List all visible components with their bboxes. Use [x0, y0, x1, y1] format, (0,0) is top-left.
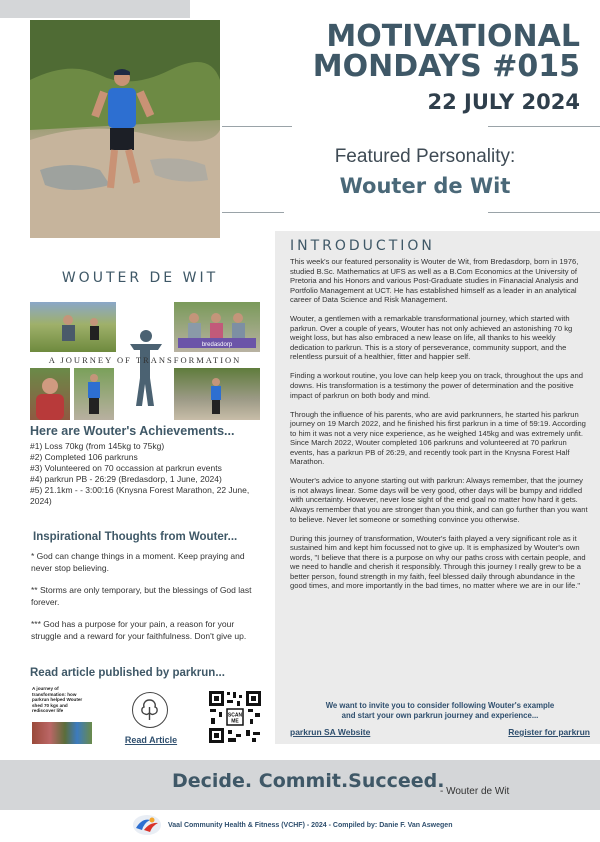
register-for-parkrun-link[interactable]: Register for parkrun	[508, 727, 590, 737]
introduction-body	[290, 257, 588, 600]
divider-rule	[222, 126, 292, 127]
read-article-heading: Read article published by parkrun...	[30, 667, 225, 679]
hero-runner-photo	[30, 20, 220, 238]
collage-banner-text: bredasdorp	[201, 342, 233, 348]
person-name-heading: WOUTER DE WIT	[61, 270, 219, 286]
achievement-item: #4) parkrun PB - 26:29 (Bredasdorp, 1 June, 2024)	[30, 474, 222, 484]
article-thumbnail-photo	[32, 722, 92, 744]
slogan-text: Decide. Commit.Succeed.	[172, 770, 445, 792]
svg-text:ME: ME	[231, 718, 239, 725]
thoughts-heading: Inspirational Thoughts from Wouter...	[33, 531, 238, 543]
intro-paragraph: Wouter, a gentlemen with a remarkable transformational journey, which started with parkrun. Over a couple of years, Wouter has not only achieved an astonishing 70 kg weight loss, but has also embraced a new lease on life, all thanks to his weekly dedication to parkrun. This is a story of perseverance, community support, and the relentless pursuit of a healthier, fitter and happier self.	[290, 314, 573, 362]
invitation-line: We want to invite you to consider following Wouter's example	[325, 701, 555, 710]
achievement-item: #3) Volunteered on 70 occassion at parkrun events	[30, 463, 222, 473]
invitation-text	[290, 701, 590, 721]
thought-item: * God can change things in a moment. Keep praying and never stop believing.	[31, 551, 245, 573]
parkrun-sa-website-link[interactable]: parkrun SA Website	[290, 727, 371, 737]
vchf-logo-icon	[132, 814, 162, 836]
achievements-list	[30, 441, 270, 507]
invitation-line: and start your own parkrun journey and experience...	[341, 711, 539, 720]
title-line-1: MOTIVATIONAL	[326, 19, 580, 54]
intro-paragraph: This week's our featured personality is Wouter de Wit, from Bredasdorp, born in 1976, studied B.Sc. Mathematics at UFS as well as a B.Com Economics at the University of Pretoria and his Honors and various Post-Graduate studies in Finanacial Analysis and Portfolio Management at UCT. He has established himself as a leader in an analytical career of Data Science and Risk Management.	[290, 257, 579, 305]
intro-paragraph: Through the influence of his parents, who are avid parkrunners, he started his parkrun journey on 19 March 2022, and he finished his first parkrun in a time of 59:19. According to him it was not a very nice experience, as he weighed 145kg and was extremely unfit. Since March 2022, Wouter completed 106 parkruns and volunteered at 70 parkrun events, has a parkrun PB of 26:29, and recently took part in the Knysna Forest Half Marathon.	[290, 409, 586, 467]
slogan-author: - Wouter de Wit	[440, 786, 510, 797]
article-thumbnail[interactable]	[30, 686, 92, 746]
achievement-item: #2) Completed 106 parkruns	[30, 452, 138, 462]
divider-rule	[222, 212, 284, 213]
thought-item: *** God has a purpose for your pain, a reason for your struggle and a reward for your faithfulness. Don't give up.	[31, 619, 247, 641]
achievements-heading: Here are Wouter's Achievements...	[30, 424, 235, 438]
divider-rule	[488, 212, 600, 213]
collage-photo	[30, 368, 70, 420]
collage-photo	[174, 302, 260, 352]
featured-personality-name: Wouter de Wit	[339, 174, 511, 198]
achievement-item: #5) 21.1km - - 3:00:16 (Knysna Forest Marathon, 22 June, 2024)	[30, 485, 250, 506]
divider-rule	[488, 126, 600, 127]
intro-paragraph: During this journey of transformation, Wouter's faith played a very significant role as it sustained him and kept him focussed not to give up. It is emphasized by Wouter's own words, "I believe that there is a purpose on why our paths cross with certain people, and we need to handle and cherish it responsibly. Through this journey I really grew to be a better person, found strength in my faith, feel blessed daily through abundance in the good times, and more importantly in the bad times, no matter where we are in our life."	[290, 533, 586, 591]
qr-code[interactable]	[208, 690, 262, 744]
parkrun-tree-icon[interactable]	[132, 692, 168, 728]
thoughts-list	[31, 551, 263, 653]
article-thumbnail-title: A journey of transformation: how parkrun helped Wouter shed 70 kgs and rediscover life	[32, 686, 83, 714]
issue-date: 22 JULY 2024	[427, 90, 580, 114]
intro-paragraph: Wouter's advice to anyone starting out with parkrun: Always remember, that the journey is not always linear. Some days will be very good, other days will be bumpy and riddled with uncertainty. However, never lose sight of the end goal no matter how hard it gets. Always remember that you are stronger than you think, and can go further than you want to believe. Never let someone or something convince you otherwise.	[290, 476, 588, 524]
footer-credit: Vaal Community Health & Fitness (VCHF) - 2024 - Compiled by: Danie F. Van Aswegen	[168, 822, 453, 829]
featured-personality-label: Featured Personality:	[334, 146, 516, 167]
collage-photo	[74, 368, 114, 420]
collage-photo	[30, 302, 116, 352]
intro-paragraph: Finding a workout routine, you love can help keep you on track, throughout the ups and downs. His transformation is a testimony the power of determination and the positive impact of parkrun on both body and mind.	[290, 371, 583, 400]
collage-caption: A JOURNEY OF TRANSFORMATION	[48, 355, 242, 365]
read-article-link[interactable]: Read Article	[124, 735, 178, 745]
thought-item: ** Storms are only temporary, but the blessings of God last forever.	[31, 585, 252, 607]
title-line-2: MONDAYS #015	[312, 49, 580, 84]
header-grey-bar	[0, 0, 190, 18]
svg-text:SCAN: SCAN	[227, 712, 243, 719]
collage-photo	[174, 368, 260, 420]
introduction-heading: INTRODUCTION	[290, 238, 435, 254]
runner-silhouette-icon	[128, 328, 164, 410]
newsletter-title	[300, 19, 580, 84]
achievement-item: #1) Loss 70kg (from 145kg to 75kg)	[30, 441, 165, 451]
